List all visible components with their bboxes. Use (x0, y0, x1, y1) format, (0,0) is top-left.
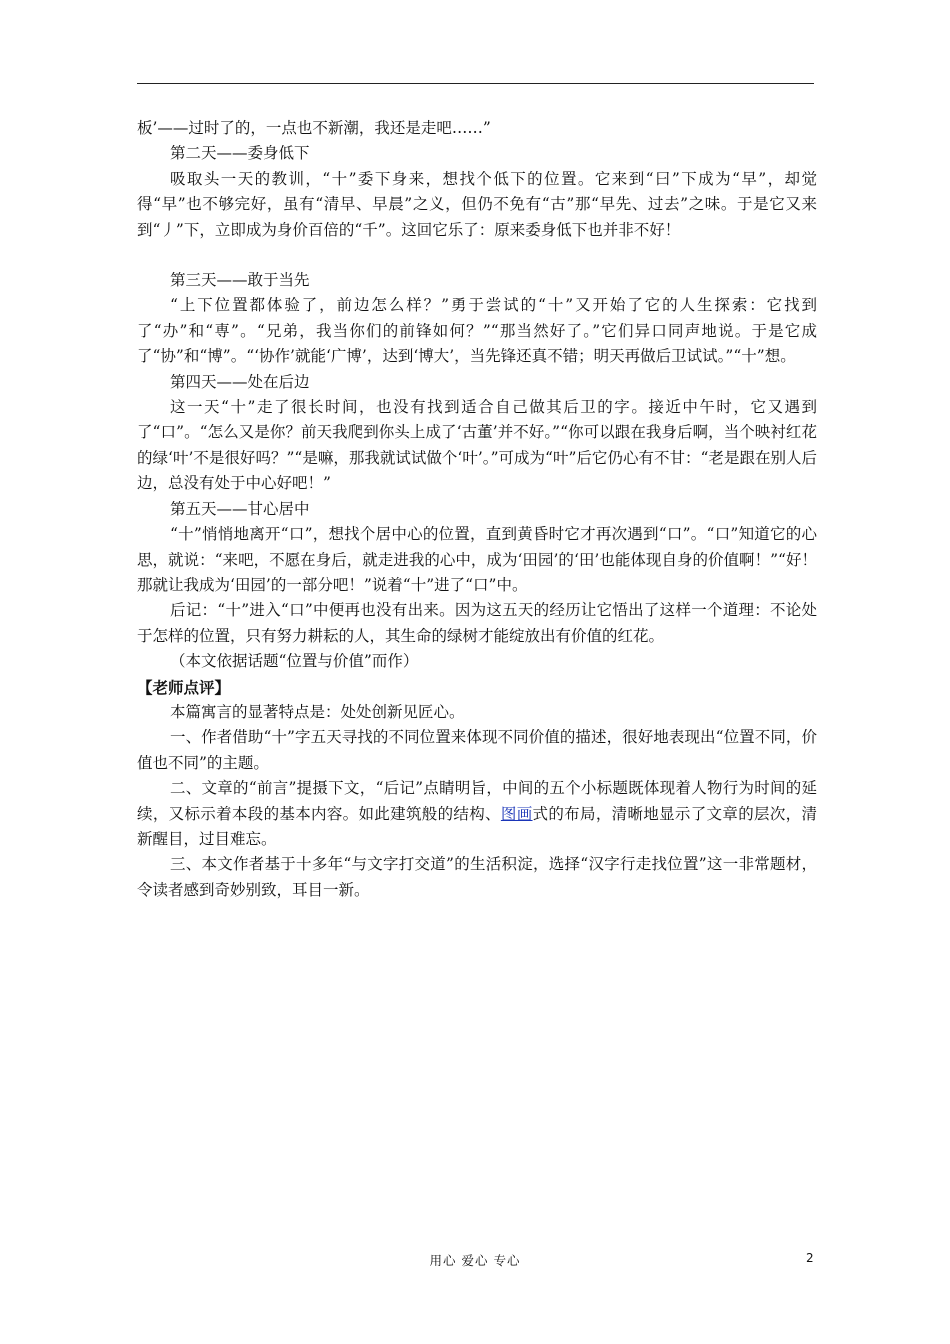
paragraph: 本篇寓言的显著特点是：处处创新见匠心。 (170, 702, 465, 721)
paragraph: “十”悄悄地离开“口”，想找个居中心的位置，直到黄昏时它才再次遇到“口”。“口”知道它的心思，就说：“来吧，不愿在身后，就走进我的心中，成为‘田园’的‘田’也能体现自身的价值啊！”“好！那就让我成为‘田园’的一部分吧！”说着“十”进了“口”中。 (137, 525, 817, 594)
paragraph-gap (137, 243, 817, 268)
paragraph-text: 式的布局，清晰地显示了文章的层次，清新醒目，过目难忘。 (137, 804, 817, 848)
paragraph: 后记：“十”进入“口”中便再也没有出来。因为这五天的经历让它悟出了这样一个道理：不论处于怎样的位置，只有努力耕耘的人，其生命的绿树才能绽放出有价值的红花。 (137, 601, 817, 645)
header-rule (137, 83, 814, 84)
paragraph: “上下位置都体验了，前边怎么样？”勇于尝试的“十”又开始了它的人生探索：它找到了“办”和“専”。“兄弟，我当你们的前锋如何？”“那当然好了。”它们异口同声地说。于是它成了“协”和“博”。“‘协作’就能‘广博’，达到‘博大’，当先锋还真不错；明天再做后卫试试。”“十”想。 (137, 296, 817, 366)
section-heading: 【老师点评】 (137, 677, 231, 697)
paragraph: 第四天——处在后边 (170, 372, 310, 391)
paragraph (137, 776, 817, 852)
paragraph: 一、作者借助“十”字五天寻找的不同位置来体现不同价值的描述，很好地表现出“位置不同，价值也不同”的主题。 (137, 728, 817, 772)
paragraph: 三、本文作者基于十多年“与文字打交道”的生活积淀，选择“汉字行走找位置”这一非常题材，令读者感到奇妙别致，耳目一新。 (137, 855, 817, 899)
paragraph: 这一天“十”走了很长时间，也没有找到适合自己做其后卫的字。接近中午时，它又遇到了“口”。“怎么又是你？前天我爬到你头上成了‘古董’并不好。”“你可以跟在我身后啊，当个映衬红花的绿‘叶’不是很好吗？”“是嘛，那我就试试做个‘叶’。”可成为“叶”后它仍心有不甘：“老是跟在别人后边，总没有处于中心好吧！” (137, 398, 817, 493)
page-number: 2 (806, 1251, 814, 1265)
document-body (137, 116, 817, 903)
paragraph: （本文依据话题“位置与价值”而作） (170, 652, 419, 671)
paragraph: 第五天——甘心居中 (170, 499, 310, 518)
inline-link[interactable]: 图画 (500, 804, 533, 823)
paragraph: 吸取头一天的教训，“十”委下身来，想找个低下的位置。它来到“曰”下成为“早”，却觉得“早”也不够完好，虽有“清早、早晨”之义，但仍不免有“古”那“早先、过去”之味。于是它又来到“丿”下，立即成为身价百倍的“千”。这回它乐了：原来委身低下也并非不好！ (137, 169, 817, 239)
paragraph: 第三天——敢于当先 (170, 271, 310, 290)
footer-motto: 用心 爱心 专心 (429, 1253, 521, 1268)
paragraph: 板’——过时了的，一点也不新潮，我还是走吧……” (137, 119, 491, 137)
paragraph: 第二天——委身低下 (170, 144, 310, 163)
paragraph-text: 二、文章的“前言”提摄下文，“后记”点睛明旨，中间的五个小标题既体现着人物行为时间的延续，又标示着本段的基本内容。如此建筑般的结构、 (137, 779, 817, 823)
